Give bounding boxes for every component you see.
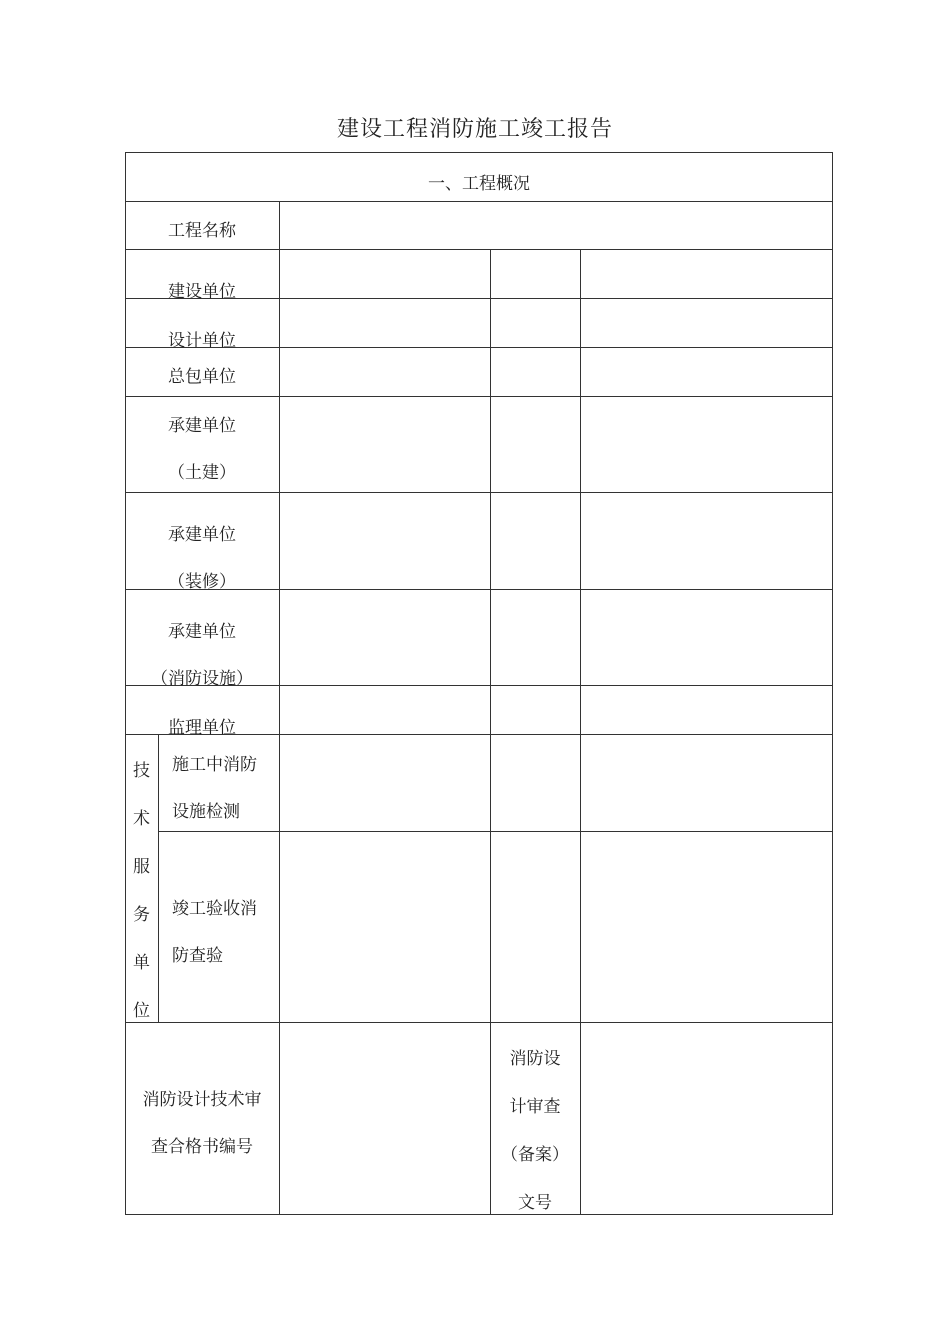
page-title: 建设工程消防施工竣工报告 <box>336 117 613 142</box>
label-review-doc: （备案） <box>501 1145 569 1165</box>
label-contractor-decoration-sub: （装修） <box>168 572 236 592</box>
label-fire-testing-sub: 设施检测 <box>172 802 240 822</box>
label-review-doc: 文号 <box>518 1193 552 1213</box>
label-acceptance-sub: 防查验 <box>172 946 223 966</box>
label-review-doc: 消防设 <box>509 1049 561 1069</box>
label-contractor-fire: 承建单位 <box>168 622 236 642</box>
label-review-doc: 计审查 <box>509 1097 561 1117</box>
label-project-name: 工程名称 <box>168 221 236 241</box>
tech-service-char: 位 <box>133 1001 150 1021</box>
label-general-contractor: 总包单位 <box>168 367 236 387</box>
tech-service-char: 服 <box>133 857 150 877</box>
section-header: 一、工程概况 <box>428 174 530 194</box>
label-review-cert-sub: 查合格书编号 <box>151 1137 253 1157</box>
label-design-unit: 设计单位 <box>168 331 236 351</box>
label-contractor-civil: 承建单位 <box>168 416 236 436</box>
label-contractor-decoration: 承建单位 <box>168 525 236 545</box>
tech-service-char: 务 <box>133 905 150 925</box>
label-contractor-fire-sub: （消防设施） <box>151 669 253 689</box>
tech-service-char: 技 <box>133 761 150 781</box>
label-fire-testing: 施工中消防 <box>172 755 257 775</box>
label-supervision-unit: 监理单位 <box>168 718 236 738</box>
label-construction-unit: 建设单位 <box>168 282 236 302</box>
label-acceptance: 竣工验收消 <box>172 899 257 919</box>
label-contractor-civil-sub: （土建） <box>168 463 236 483</box>
tech-service-char: 术 <box>133 809 150 829</box>
tech-service-char: 单 <box>133 953 150 973</box>
label-review-cert: 消防设计技术审 <box>142 1090 262 1110</box>
